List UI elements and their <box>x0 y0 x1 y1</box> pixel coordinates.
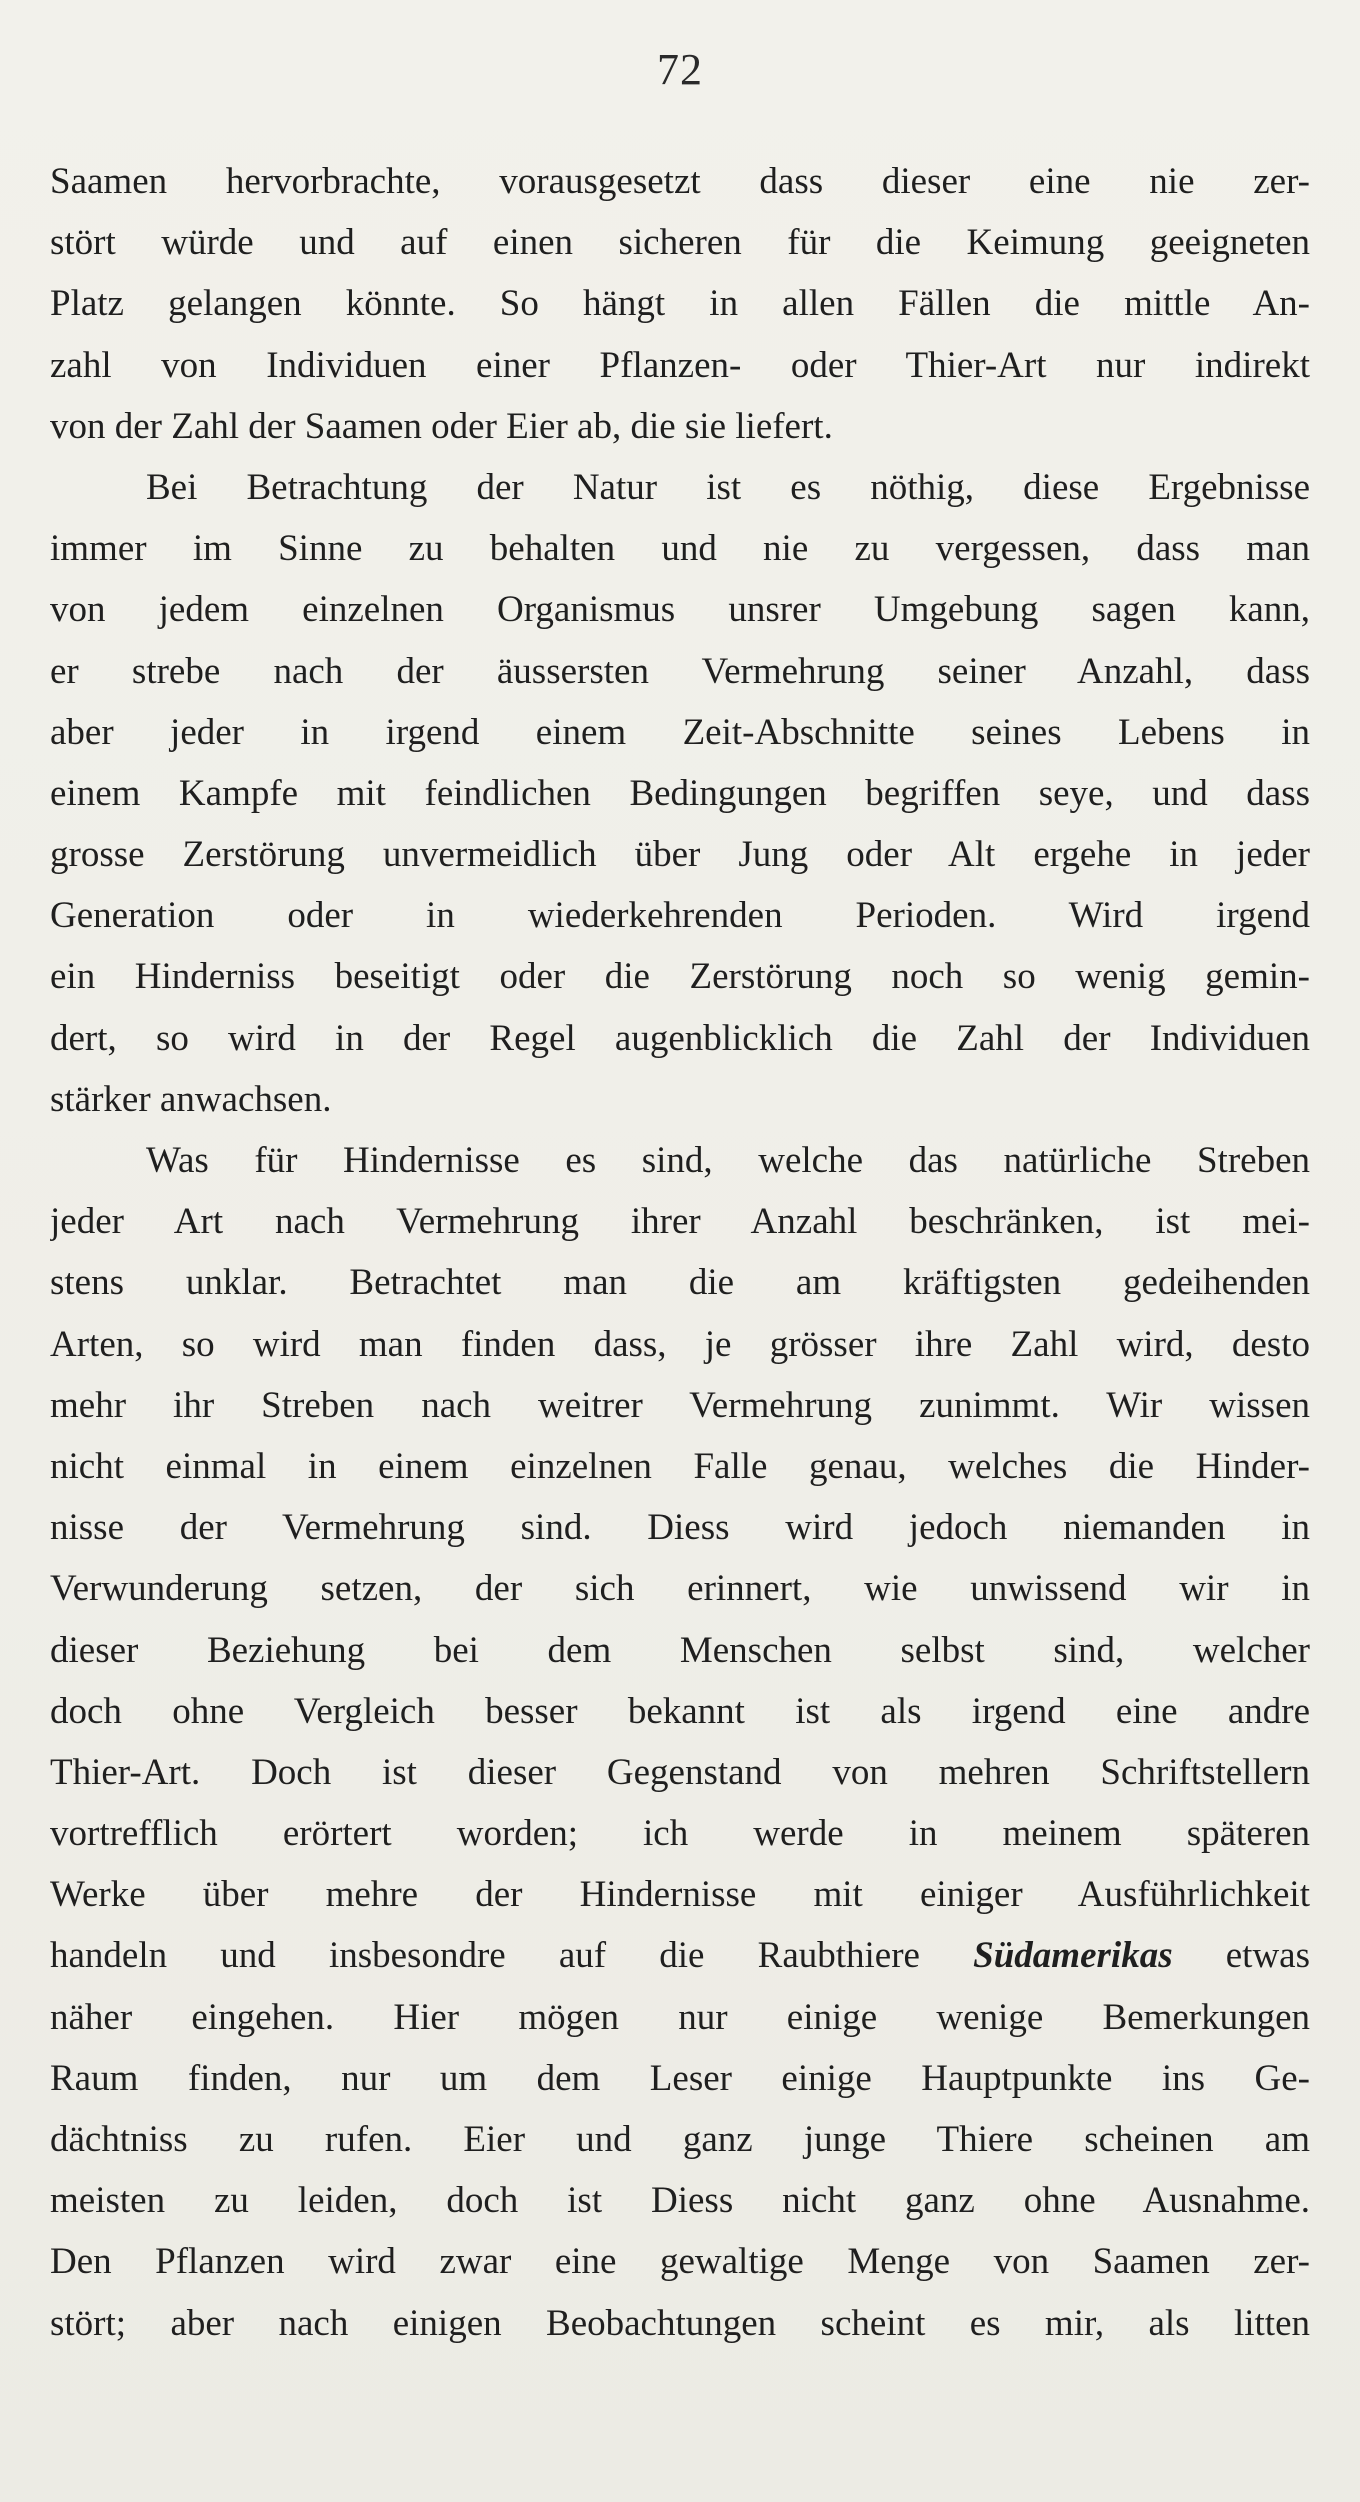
text-line: Den Pflanzen wird zwar eine gewaltige Menge von Saamen zer- <box>50 2241 1310 2283</box>
text-line: dieser Beziehung bei dem Menschen selbst sind, welcher <box>50 1629 1310 1671</box>
text-line: nicht einmal in einem einzelnen Falle genau, welches die Hinder- <box>50 1445 1310 1487</box>
text-line: Werke über mehre der Hindernisse mit einiger Ausführlichkeit <box>50 1874 1310 1916</box>
text-line: von der Zahl der Saamen oder Eier ab, die sie liefert. <box>50 405 833 447</box>
text-line: stört würde und auf einen sicheren für die Keimung geeigneten <box>50 222 1310 264</box>
body-text <box>50 151 1310 2354</box>
text-line: mehr ihr Streben nach weitrer Vermehrung zunimmt. Wir wissen <box>50 1384 1310 1426</box>
text-line: von jedem einzelnen Organismus unsrer Umgebung sagen kann, <box>50 589 1310 631</box>
text-line <box>50 1925 1310 1986</box>
emphasized-word: Südamerikas <box>973 1935 1173 1977</box>
text-line: Raum finden, nur um dem Leser einige Hauptpunkte ins Ge- <box>50 2057 1310 2099</box>
text-line: Thier-Art. Doch ist dieser Gegenstand von mehren Schriftstellern <box>50 1751 1310 1793</box>
text-line: meisten zu leiden, doch ist Diess nicht ganz ohne Ausnahme. <box>50 2180 1310 2222</box>
text-line: ein Hinderniss beseitigt oder die Zerstörung noch so wenig gemin- <box>50 956 1310 998</box>
text-line: vortrefflich erörtert worden; ich werde in meinem späteren <box>50 1813 1310 1855</box>
text-line: grosse Zerstörung unvermeidlich über Jung oder Alt ergehe in jeder <box>50 834 1310 876</box>
text-line: näher eingehen. Hier mögen nur einige wenige Bemerkungen <box>50 1996 1310 2038</box>
page-number: 72 <box>657 45 703 94</box>
text-line: stens unklar. Betrachtet man die am kräftigsten gedeihenden <box>50 1262 1310 1304</box>
text-segment: etwas <box>1172 1935 1310 1977</box>
text-line: Bei Betrachtung der Natur ist es nöthig, diese Ergebnisse <box>146 466 1310 508</box>
text-line: doch ohne Vergleich besser bekannt ist als irgend eine andre <box>50 1690 1310 1732</box>
text-line: stört; aber nach einigen Beobachtungen scheint es mir, als litten <box>50 2302 1310 2344</box>
text-line: Verwunderung setzen, der sich erinnert, wie unwissend wir in <box>50 1568 1310 1610</box>
text-line: stärker anwachsen. <box>50 1078 332 1120</box>
text-line: jeder Art nach Vermehrung ihrer Anzahl beschränken, ist mei- <box>50 1201 1310 1243</box>
text-line: einem Kampfe mit feindlichen Bedingungen begriffen seye, und dass <box>50 772 1310 814</box>
text-line: Saamen hervorbrachte, vorausgesetzt dass dieser eine nie zer- <box>50 161 1310 202</box>
text-line: er strebe nach der äussersten Vermehrung seiner Anzahl, dass <box>50 650 1310 692</box>
text-line: dächtniss zu rufen. Eier und ganz junge Thiere scheinen am <box>50 2119 1310 2160</box>
text-line: aber jeder in irgend einem Zeit-Abschnitte seines Lebens in <box>50 711 1310 753</box>
text-segment: handeln und insbesondre auf die Raubthiere <box>50 1935 974 1977</box>
text-line: dert, so wird in der Regel augenblicklich die Zahl der Individuen <box>50 1017 1310 1059</box>
text-line: Arten, so wird man finden dass, je grösser ihre Zahl wird, desto <box>50 1323 1310 1365</box>
text-line: Generation oder in wiederkehrenden Perioden. Wird irgend <box>50 895 1310 937</box>
text-line: Platz gelangen könnte. So hängt in allen Fällen die mittle An- <box>50 283 1310 325</box>
text-line: zahl von Individuen einer Pflanzen- oder Thier-Art nur indirekt <box>50 344 1310 386</box>
text-line: Was für Hindernisse es sind, welche das natürliche Streben <box>146 1140 1310 1181</box>
text-line: nisse der Vermehrung sind. Diess wird jedoch niemanden in <box>50 1507 1310 1549</box>
text-line: immer im Sinne zu behalten und nie zu vergessen, dass man <box>50 528 1310 570</box>
